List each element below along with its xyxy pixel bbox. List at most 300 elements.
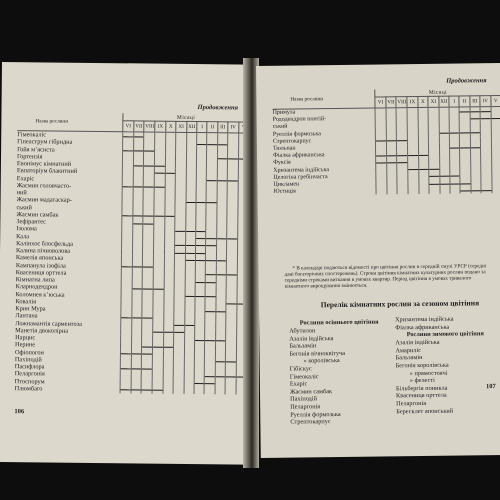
bloom-cell (121, 299, 132, 306)
bloom-cell (121, 306, 132, 313)
left-running-head: Продовження (197, 104, 238, 112)
bloom-cell (144, 169, 155, 176)
bloom-cell (227, 257, 238, 264)
bloom-cell (164, 285, 174, 292)
bloom-cell (215, 358, 226, 365)
bloom-cell (195, 351, 205, 358)
bloom-cell (144, 176, 155, 183)
plant-name: Ложнамантія сарментоза (15, 319, 82, 328)
bloom-cell (185, 242, 196, 249)
plant-name: Рододендрон понтій- (272, 116, 327, 124)
bloom-cell (163, 350, 173, 357)
bloom-cell (194, 380, 204, 387)
bloom-cell (131, 379, 142, 386)
bloom-cell (131, 357, 142, 364)
bloom-cell (215, 314, 226, 321)
months-column-header: Місяці (123, 113, 248, 122)
bloom-cell (217, 184, 228, 191)
bloom-cell (215, 343, 226, 350)
bloom-cell (122, 198, 133, 205)
plant-name: Жасмин мадагаскар- (16, 196, 72, 204)
plant-name: Крин Мура (15, 305, 46, 313)
bloom-cell (163, 343, 173, 350)
bloom-cell (175, 227, 186, 234)
bloom-cell (197, 162, 207, 169)
plant-name: Калина пічноволова (15, 247, 71, 255)
bloom-cell (142, 379, 153, 386)
bloom-cell (153, 343, 164, 350)
bloom-cell (459, 107, 469, 115)
bloom-cell (176, 140, 187, 147)
bloom-cell (133, 190, 144, 197)
bloom-cell (154, 241, 165, 248)
bloom-cell (185, 249, 196, 256)
bloom-cell (153, 307, 164, 314)
left-page (0, 62, 249, 465)
bloom-cell (205, 365, 215, 372)
plant-name: Ізолома (16, 225, 37, 233)
bloom-cell (226, 307, 237, 314)
bloom-cell (142, 364, 153, 371)
bloom-cell (227, 191, 238, 198)
bloom-cell (481, 186, 492, 193)
month-header: XI (428, 96, 439, 107)
bloom-cell (123, 161, 134, 168)
month-header: IV (228, 122, 239, 133)
bloom-cell (175, 169, 186, 176)
bloom-cell (186, 169, 197, 176)
bloom-cell (176, 155, 187, 162)
bloom-cell (174, 271, 185, 278)
month-header: IV (480, 96, 491, 107)
bloom-cell (195, 322, 205, 329)
bloom-cell (186, 191, 197, 198)
bloom-cell (121, 321, 132, 328)
bloom-cell (215, 387, 226, 394)
bloom-cell (174, 350, 185, 357)
bloom-cell (184, 372, 195, 379)
bloom-cell (173, 387, 184, 394)
bloom-cell (216, 235, 227, 242)
bloom-cell (217, 170, 228, 177)
plant-name: ний (16, 189, 27, 197)
bloom-cell (217, 206, 228, 213)
bloom-cell (205, 300, 215, 307)
bloom-cell (196, 191, 206, 198)
bloom-cell (163, 336, 173, 343)
bloom-cell (206, 264, 216, 271)
bloom-cell (207, 133, 217, 141)
bloom-cell (133, 212, 144, 219)
bloom-cell (197, 177, 207, 184)
bloom-cell (226, 344, 237, 351)
bloom-cell (184, 343, 195, 350)
bloom-cell (131, 372, 142, 379)
bloom-cell (196, 206, 206, 213)
bloom-cell (195, 336, 205, 343)
bloom-cell (123, 154, 134, 161)
bloom-cell (122, 256, 133, 263)
bloom-cell (386, 108, 397, 116)
plant-name: Примула (272, 109, 296, 116)
bloom-cell (165, 169, 175, 176)
bloom-cell (121, 335, 132, 342)
bloom-cell (153, 336, 164, 343)
bloom-cell (226, 300, 237, 307)
bloom-cell (133, 132, 144, 140)
bloom-cell (175, 162, 186, 169)
month-header: IX (155, 121, 166, 132)
bloom-cell (185, 271, 196, 278)
bloom-cell (142, 335, 153, 342)
bloom-cell (122, 176, 133, 183)
bloom-cell (217, 199, 228, 206)
bloom-cell (376, 188, 387, 195)
plant-name: Пеларгонія (14, 370, 45, 378)
bloom-cell (207, 155, 217, 162)
bloom-cell (153, 285, 164, 292)
bloom-cell (121, 357, 132, 364)
bloom-cell (174, 336, 185, 343)
plant-name: Пасифлора (14, 363, 45, 371)
bloom-cell (122, 212, 133, 219)
bloom-cell (143, 263, 154, 270)
bloom-cell (131, 321, 142, 328)
bloom-cell (174, 329, 185, 336)
bloom-cell (120, 379, 131, 386)
bloom-cell (142, 372, 153, 379)
bloom-cell (122, 241, 133, 248)
list-item: Фіалка африканська (395, 323, 450, 331)
bloom-cell (197, 133, 207, 141)
month-header: X (418, 96, 428, 107)
plant-name: ський (16, 203, 32, 211)
bloom-cell (184, 387, 195, 394)
bloom-cell (165, 183, 175, 190)
right-running-head: Продовження (446, 77, 487, 85)
plant-name: Юстиція (273, 188, 296, 196)
bloom-cell (153, 299, 164, 306)
bloom-cell (215, 336, 226, 343)
bloom-cell (196, 256, 206, 263)
bloom-cell (492, 186, 500, 193)
bloom-cell (175, 234, 186, 241)
list-item: » королівська (303, 357, 340, 365)
plant-name: Нерине (15, 341, 36, 349)
bloom-cell (217, 177, 228, 184)
bloom-cell (165, 212, 175, 219)
bloom-cell (195, 293, 205, 300)
bloom-cell (197, 140, 207, 147)
bloom-cell (185, 285, 196, 292)
plant-name: ський (272, 124, 288, 131)
bloom-cell (163, 372, 173, 379)
bloom-cell (227, 170, 238, 177)
plant-name: Евонімус кімнатний (16, 160, 72, 168)
bloom-cell (133, 147, 144, 154)
bloom-cell (185, 227, 196, 234)
bloom-cell (175, 249, 186, 256)
bloom-cell (215, 322, 226, 329)
bloom-cell (133, 176, 144, 183)
bloom-cell (175, 220, 186, 227)
bloom-cell (216, 228, 227, 235)
bloom-cell (226, 322, 237, 329)
bloom-cell (217, 133, 228, 141)
bloom-cell (471, 186, 482, 193)
bloom-cell (120, 386, 131, 393)
bloom-cell (206, 220, 216, 227)
plant-name: Офіопогон (14, 348, 44, 356)
bloom-cell (165, 198, 175, 205)
bloom-cell (428, 107, 439, 115)
bloom-cell (164, 314, 174, 321)
bloom-cell (155, 132, 166, 140)
bloom-cell (205, 285, 215, 292)
bloom-cell (175, 205, 186, 212)
bloom-cell (175, 191, 186, 198)
bloom-cell (154, 263, 165, 270)
bloom-cell (122, 205, 133, 212)
bloom-cell (185, 292, 196, 299)
bloom-cell (226, 271, 237, 278)
bloom-cell (174, 314, 185, 321)
bloom-cell (176, 147, 187, 154)
bloom-cell (226, 286, 237, 293)
bloom-cell (165, 191, 175, 198)
bloom-cell (216, 293, 227, 300)
plant-name: Хризантема індійська (273, 166, 329, 174)
bloom-cell (217, 213, 228, 220)
bloom-cell (207, 177, 217, 184)
bloom-cell (215, 365, 226, 372)
bloom-cell (122, 183, 133, 190)
bloom-cell (152, 386, 163, 393)
plant-name: Ехаріс (16, 174, 35, 182)
bloom-cell (491, 107, 500, 115)
month-header: VIII (144, 121, 155, 132)
name-column-header: Назва рослини (17, 112, 123, 132)
bloom-cell (226, 315, 237, 322)
bloom-cell (154, 227, 165, 234)
right-page (256, 63, 500, 458)
bloom-cell (439, 107, 450, 115)
bloom-cell (195, 300, 205, 307)
bloom-cell (195, 365, 205, 372)
bloom-cell (205, 343, 215, 350)
bloom-cell (225, 358, 236, 365)
bloom-cell (155, 176, 166, 183)
footnote: * В календарі подаються відомості про цвітіння рослин в середній смузі УРСР (середні дані багаторічних спостережень). Строки цвітіння кімнатних культурних рослин подано за середніми строками виткання в умовах квартир. Період цвітіння в умовах тривалого кімнатного вирощування змінюється. (284, 263, 487, 290)
bloom-cell (123, 169, 134, 176)
bloom-cell (143, 198, 154, 205)
bloom-cell (121, 328, 132, 335)
bloom-cell (227, 177, 238, 184)
bloom-cell (207, 169, 217, 176)
bloom-cell (206, 271, 216, 278)
bloom-cell (226, 336, 237, 343)
bloom-cell (216, 307, 227, 314)
bloom-cell (144, 140, 155, 147)
bloom-cell (197, 155, 207, 162)
bloom-cell (174, 307, 185, 314)
bloom-cell (195, 285, 205, 292)
list-item: Пеларгонія (290, 403, 321, 411)
bloom-cell (164, 270, 174, 277)
bloom-cell (196, 249, 206, 256)
bloom-cell (120, 372, 131, 379)
bloom-cell (144, 161, 155, 168)
bloom-cell (206, 278, 216, 285)
bloom-cell (216, 271, 227, 278)
plant-name: Манетія двоколірна (15, 326, 69, 335)
plant-name: Птоспорум (14, 377, 45, 385)
bloom-cell (217, 155, 228, 162)
bloom-cell (164, 307, 174, 314)
bloom-cell (133, 154, 144, 161)
bloom-cell (153, 328, 164, 335)
bloom-cell (155, 140, 166, 147)
bloom-cell (194, 372, 204, 379)
plant-name: Калінхоє блосфельда (16, 239, 73, 248)
bloom-cell (186, 176, 197, 183)
bloom-cell (196, 264, 206, 271)
bloom-cell (132, 306, 143, 313)
plant-name: Тюльпан (272, 145, 296, 152)
bloom-cell (205, 351, 215, 358)
bloom-cell (227, 184, 238, 191)
plant-name: Пахіподій (14, 355, 42, 364)
bloom-cell (226, 293, 237, 300)
bloom-cell (175, 242, 186, 249)
bloom-cell (132, 277, 143, 284)
month-header: VI (375, 97, 386, 108)
plant-name: Плюмбаго (14, 384, 43, 393)
section-title: Перелік кімнатних рослин за сезоном цвітіння (320, 298, 480, 310)
bloom-cell (206, 256, 216, 263)
bloom-cell (186, 198, 197, 205)
bloom-cell (143, 256, 154, 263)
month-header: I (197, 122, 207, 133)
bloom-cell (175, 184, 186, 191)
bloom-cell (132, 314, 143, 321)
month-header: V (491, 96, 500, 107)
plant-name: Фуксія (273, 160, 291, 167)
bloom-cell (133, 169, 144, 176)
bloom-cell (217, 191, 228, 198)
bloom-cell (141, 386, 152, 393)
bloom-cell (164, 299, 174, 306)
bloom-cell (123, 140, 134, 147)
bloom-cell (449, 107, 459, 115)
bloom-cell (460, 187, 470, 194)
plant-name: Жасмин самбак (16, 210, 59, 219)
bloom-cell (206, 191, 216, 198)
month-header: XI (176, 121, 187, 132)
bloom-cell (132, 241, 143, 248)
bloom-cell (174, 285, 185, 292)
bloom-cell (184, 329, 195, 336)
bloom-cell (122, 219, 133, 226)
bloom-cell (163, 328, 173, 335)
bloom-cell (165, 154, 175, 161)
bloom-cell (184, 314, 195, 321)
bloom-cell (205, 329, 215, 336)
plant-name: Ковалія (15, 297, 37, 306)
month-header: IX (407, 97, 418, 108)
bloom-cell (154, 234, 165, 241)
bloom-cell (184, 365, 195, 372)
bloom-cell (153, 357, 164, 364)
plant-name: Целогіна гребінчаста (273, 173, 328, 181)
plant-name: Камелія японська (15, 254, 64, 262)
list-item: Абутилон (289, 327, 316, 335)
bloom-cell (450, 187, 460, 194)
bloom-cell (205, 336, 215, 343)
bloom-cell (226, 351, 237, 358)
bloom-cell (226, 329, 237, 336)
bloom-cell (121, 270, 132, 277)
plant-name: Фіалка африканська (273, 152, 325, 160)
bloom-cell (207, 140, 217, 147)
bloom-cell (132, 299, 143, 306)
bloom-cell (143, 234, 154, 241)
bloom-cell (206, 213, 216, 220)
bloom-cell (142, 343, 153, 350)
bloom-cell (186, 140, 197, 147)
bloom-cell (165, 132, 175, 140)
bloom-cell (226, 264, 237, 271)
bloom-cell (163, 357, 173, 364)
bloom-cell (196, 220, 206, 227)
bloom-cell (225, 365, 236, 372)
bloom-cell (196, 213, 206, 220)
table-row (15, 385, 246, 395)
list-item: » прямостоячі (409, 369, 448, 377)
bloom-cell (226, 278, 237, 285)
bloom-cell (132, 285, 143, 292)
bloom-cell (133, 140, 144, 147)
plant-name: Гімеокаліс (17, 131, 47, 139)
bloom-cell (131, 350, 142, 357)
bloom-cell (143, 205, 154, 212)
bloom-cell (121, 314, 132, 321)
bloom-cell (215, 329, 226, 336)
bloom-cell (215, 372, 226, 379)
bloom-cell (122, 227, 133, 234)
bloom-cell (132, 234, 143, 241)
bloom-cell (155, 169, 166, 176)
list-item: Хризантема індійська (395, 315, 454, 324)
bloom-cell (176, 132, 187, 140)
list-item: Жасмин самбак (289, 387, 333, 396)
bloom-cell (174, 300, 185, 307)
bloom-cell (164, 278, 174, 285)
bloom-cell (185, 263, 196, 270)
list-item: Гімеокаліс (289, 372, 319, 381)
bloom-cell (132, 263, 143, 270)
bloom-cell (154, 270, 165, 277)
bloom-cell (173, 379, 184, 386)
months-column-header: Місяці (375, 88, 500, 97)
bloom-cell (154, 205, 165, 212)
list-item: Пахіподій (290, 395, 318, 403)
bloom-cell (153, 292, 164, 299)
bloom-cell (154, 256, 165, 263)
bloom-cell (122, 234, 133, 241)
plant-name: Кампанула ізофіла (15, 261, 66, 270)
bloom-cell (184, 307, 195, 314)
